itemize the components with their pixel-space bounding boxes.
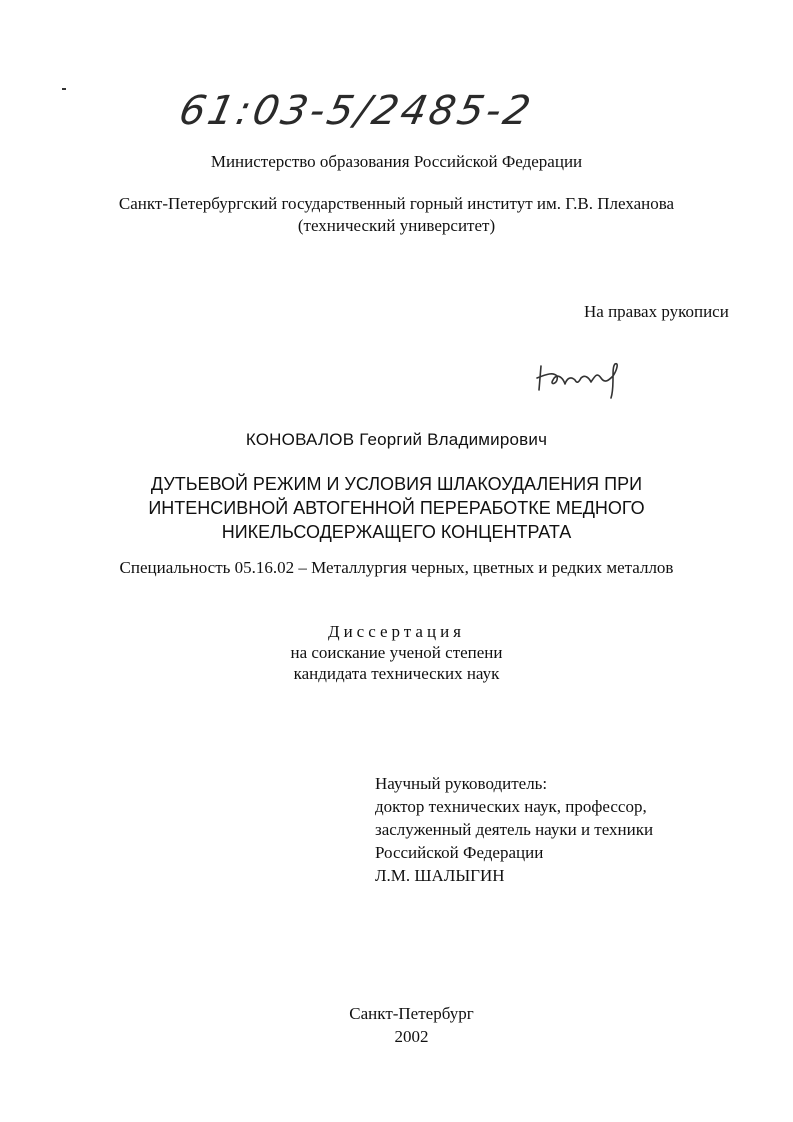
dissertation-heading: Диссертация xyxy=(327,622,465,641)
institute-subtitle: (технический университет) xyxy=(297,216,496,235)
institute-name: Санкт-Петербургский государственный горный институт им. Г.В. Плеханова xyxy=(118,194,675,213)
thesis-title-line: ИНТЕНСИВНОЙ АВТОГЕННОЙ ПЕРЕРАБОТКЕ МЕДНОГО xyxy=(148,498,645,518)
specialty-line: Специальность 05.16.02 – Металлургия черных, цветных и редких металлов xyxy=(119,558,674,577)
ministry-line: Министерство образования Российской Федерации xyxy=(210,152,583,171)
thesis-title-line: ДУТЬЕВОЙ РЕЖИМ И УСЛОВИЯ ШЛАКОУДАЛЕНИЯ ПРИ xyxy=(150,474,643,494)
thesis-title xyxy=(0,472,793,544)
author-name: КОНОВАЛОВ Георгий Владимирович xyxy=(245,430,548,449)
signature xyxy=(535,356,635,400)
supervisor-label: Научный руководитель: xyxy=(375,774,548,793)
supervisor-country: Российской Федерации xyxy=(375,843,544,862)
supervisor-name: Л.М. ШАЛЫГИН xyxy=(375,866,505,885)
rights-note: На правах рукописи xyxy=(584,302,729,321)
supervisor-honor: заслуженный деятель науки и техники xyxy=(375,820,654,839)
archive-mark: 61:03-5/2485-2 xyxy=(175,88,538,134)
dissertation-degree-line: на соискание ученой степени xyxy=(290,643,503,662)
supervisor-block xyxy=(375,772,653,887)
scan-speck xyxy=(62,88,66,90)
supervisor-degree: доктор технических наук, профессор, xyxy=(375,797,647,816)
thesis-title-line: НИКЕЛЬСОДЕРЖАЩЕГО КОНЦЕНТРАТА xyxy=(221,522,572,542)
year: 2002 xyxy=(394,1027,429,1046)
city: Санкт-Петербург xyxy=(349,1004,474,1023)
dissertation-degree-line-2: кандидата технических наук xyxy=(293,664,500,683)
